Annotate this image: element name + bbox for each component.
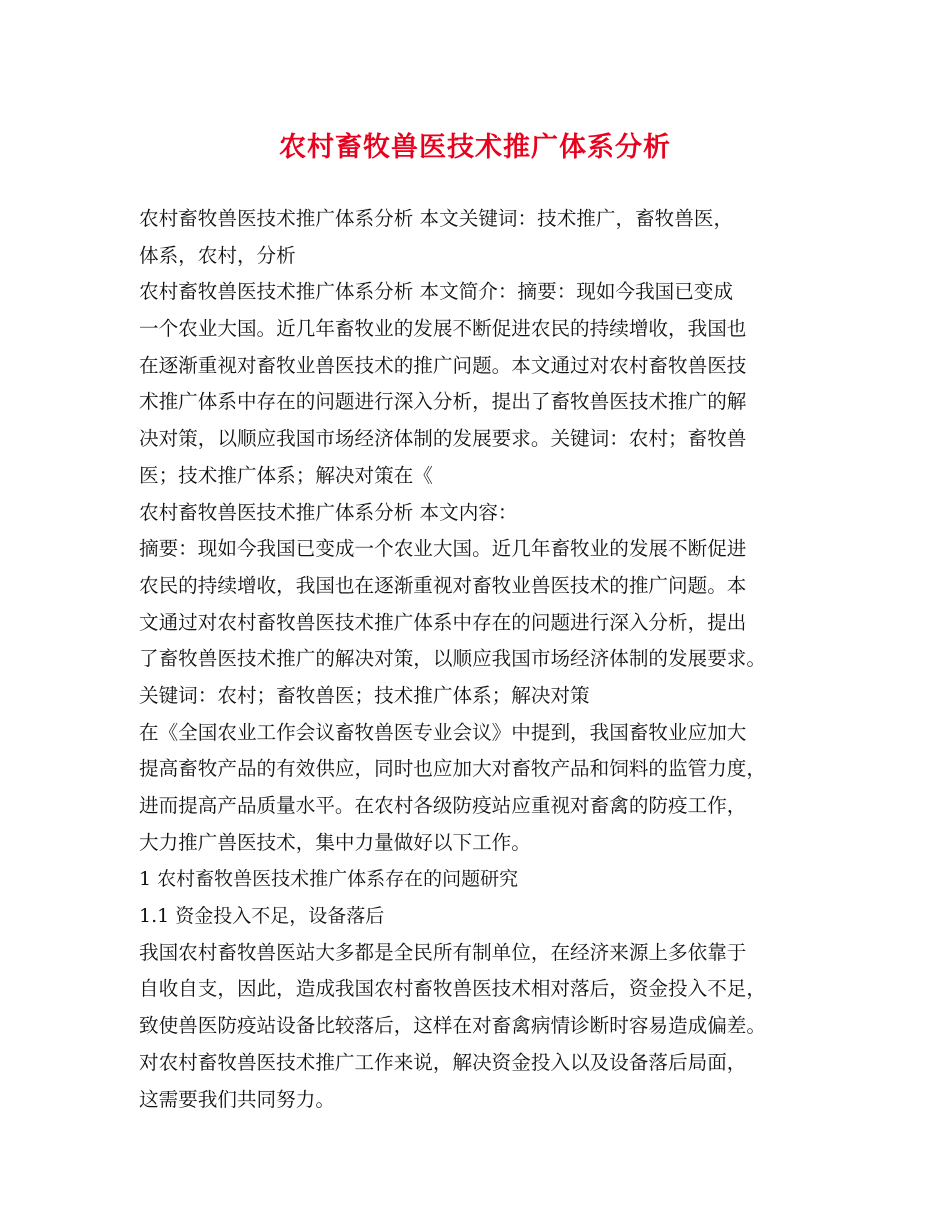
document-body bbox=[139, 201, 829, 1118]
body-line: 文通过对农村畜牧兽医技术推广体系中存在的问题进行深入分析，提出 bbox=[139, 610, 747, 634]
body-line: 自收自支，因此，造成我国农村畜牧兽医技术相对落后，资金投入不足， bbox=[139, 977, 766, 1001]
body-line: 关键词：农村；畜牧兽医；技术推广体系；解决对策 bbox=[139, 683, 590, 707]
body-line: 农民的持续增收，我国也在逐渐重视对畜牧业兽医技术的推广问题。本 bbox=[139, 573, 747, 597]
body-line: 了畜牧兽医技术推广的解决对策，以顺应我国市场经济体制的发展要求。 bbox=[139, 647, 766, 671]
body-line: 医；技术推广体系；解决对策在《 bbox=[139, 463, 433, 487]
body-line: 农村畜牧兽医技术推广体系分析 本文内容： bbox=[139, 500, 518, 524]
body-line: 大力推广兽医技术，集中力量做好以下工作。 bbox=[139, 830, 531, 854]
body-line: 农村畜牧兽医技术推广体系分析 本文简介：摘要：现如今我国已变成 bbox=[139, 280, 734, 304]
body-line: 术推广体系中存在的问题进行深入分析，提出了畜牧兽医技术推广的解 bbox=[139, 390, 747, 414]
section-heading: 1 农村畜牧兽医技术推广体系存在的问题研究 bbox=[139, 868, 519, 891]
subsection-heading: 1.1 资金投入不足，设备落后 bbox=[139, 905, 385, 928]
body-line: 致使兽医防疫站设备比较落后，这样在对畜禽病情诊断时容易造成偏差。 bbox=[139, 1014, 766, 1038]
body-line: 在《全国农业工作会议畜牧兽医专业会议》中提到，我国畜牧业应加大 bbox=[139, 720, 747, 744]
body-line: 体系，农村，分析 bbox=[139, 243, 296, 267]
body-line: 农村畜牧兽医技术推广体系分析 本文关键词：技术推广，畜牧兽医， bbox=[139, 207, 734, 230]
body-line: 对农村畜牧兽医技术推广工作来说，解决资金投入以及设备落后局面， bbox=[139, 1050, 747, 1074]
document-title: 农村畜牧兽医技术推广体系分析 bbox=[279, 132, 671, 163]
body-line: 我国农村畜牧兽医站大多都是全民所有制单位，在经济来源上多依靠于 bbox=[139, 940, 747, 964]
body-line: 这需要我们共同努力。 bbox=[139, 1087, 335, 1111]
body-line: 一个农业大国。近几年畜牧业的发展不断促进农民的持续增收，我国也 bbox=[139, 317, 747, 341]
body-line: 决对策，以顺应我国市场经济体制的发展要求。关键词：农村；畜牧兽 bbox=[139, 427, 747, 451]
body-line: 在逐渐重视对畜牧业兽医技术的推广问题。本文通过对农村畜牧兽医技 bbox=[139, 353, 747, 377]
body-line: 摘要：现如今我国已变成一个农业大国。近几年畜牧业的发展不断促进 bbox=[139, 537, 747, 561]
body-line: 提高畜牧产品的有效供应，同时也应加大对畜牧产品和饲料的监管力度， bbox=[139, 757, 766, 781]
body-line: 进而提高产品质量水平。在农村各级防疫站应重视对畜禽的防疫工作， bbox=[139, 794, 747, 817]
